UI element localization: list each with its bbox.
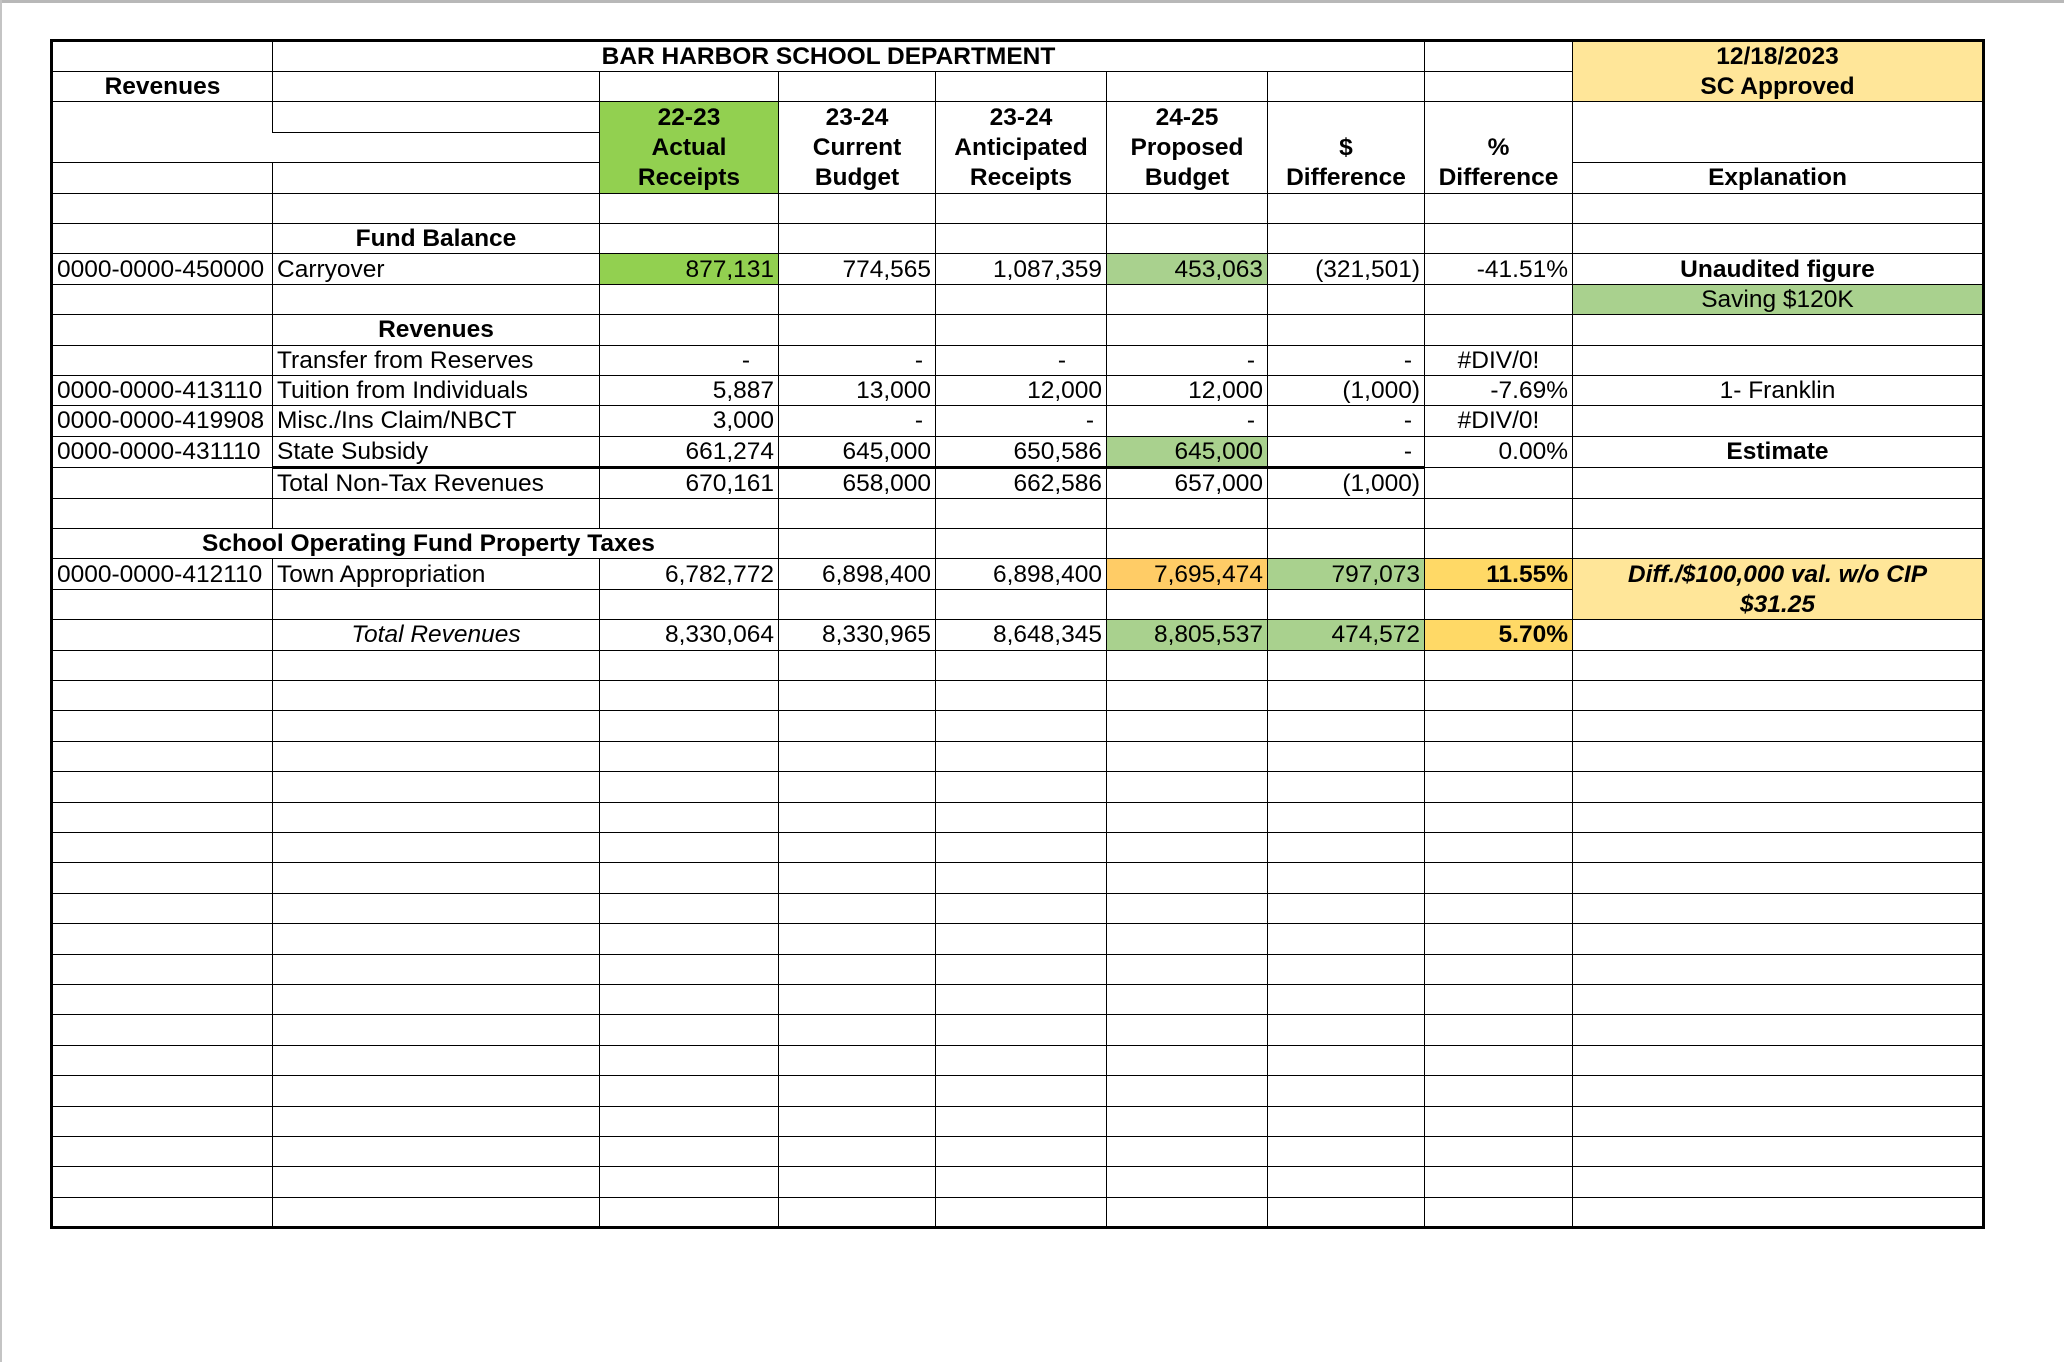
table-row xyxy=(52,559,1984,589)
col-header-proposed-line2: Proposed xyxy=(1107,132,1268,162)
col-header-anticipated-line2: Anticipated xyxy=(936,132,1107,162)
revenues-heading: Revenues xyxy=(273,315,600,345)
empty-row xyxy=(52,1197,1984,1227)
anticipated-receipts-cell: - xyxy=(936,345,1107,375)
fund-balance-heading: Fund Balance xyxy=(273,223,600,253)
empty-row xyxy=(52,681,1984,711)
explanation-cell: Unaudited figure xyxy=(1573,254,1984,284)
empty-row xyxy=(52,1136,1984,1166)
current-budget-cell: 6,898,400 xyxy=(779,559,936,589)
empty-row xyxy=(52,984,1984,1014)
dollar-difference-cell: - xyxy=(1268,436,1425,467)
line-item-name: Town Appropriation xyxy=(273,559,600,589)
table-row xyxy=(52,254,1984,284)
explanation-cell: Diff./$100,000 val. w/o CIP xyxy=(1573,559,1984,589)
col-header-dollar-difference: Difference xyxy=(1268,163,1425,193)
proposed-budget-cell: 7,695,474 xyxy=(1107,559,1268,589)
percent-difference-cell: 5.70% xyxy=(1425,620,1573,650)
proposed-budget-cell: 657,000 xyxy=(1107,467,1268,498)
table-row xyxy=(52,436,1984,467)
proposed-budget-cell: 453,063 xyxy=(1107,254,1268,284)
table-row xyxy=(52,375,1984,405)
line-item-name: Tuition from Individuals xyxy=(273,375,600,405)
percent-difference-cell: -41.51% xyxy=(1425,254,1573,284)
empty-row xyxy=(52,772,1984,802)
dollar-difference-cell: - xyxy=(1268,345,1425,375)
table-row xyxy=(52,467,1984,498)
proposed-budget-cell: 8,805,537 xyxy=(1107,620,1268,650)
col-header-actual-line2: Actual xyxy=(600,132,779,162)
col-header-proposed-year: 24-25 xyxy=(1107,102,1268,132)
anticipated-receipts-cell: 6,898,400 xyxy=(936,559,1107,589)
percent-difference-cell: 11.55% xyxy=(1425,559,1573,589)
anticipated-receipts-cell: 1,087,359 xyxy=(936,254,1107,284)
empty-row xyxy=(52,1167,1984,1197)
empty-row xyxy=(52,650,1984,680)
dollar-difference-cell: (1,000) xyxy=(1268,467,1425,498)
proposed-budget-cell: 645,000 xyxy=(1107,436,1268,467)
col-header-explanation: Explanation xyxy=(1573,163,1984,193)
page-edge xyxy=(0,0,2,1362)
empty-row xyxy=(52,893,1984,923)
col-header-actual-line3: Receipts xyxy=(600,163,779,193)
total-non-tax-label: Total Non-Tax Revenues xyxy=(273,467,600,498)
col-header-dollar-symbol: $ xyxy=(1268,132,1425,162)
explanation-cell: 1- Franklin xyxy=(1573,375,1984,405)
anticipated-receipts-cell: - xyxy=(936,406,1107,436)
col-header-current-line3: Budget xyxy=(779,163,936,193)
dollar-difference-cell: - xyxy=(1268,406,1425,436)
actual-receipts-cell: 661,274 xyxy=(600,436,779,467)
empty-row xyxy=(52,832,1984,862)
actual-receipts-cell: 3,000 xyxy=(600,406,779,436)
approval-status: SC Approved xyxy=(1573,72,1984,102)
property-taxes-heading: School Operating Fund Property Taxes xyxy=(52,529,779,559)
line-item-name: Carryover xyxy=(273,254,600,284)
empty-row xyxy=(52,711,1984,741)
current-budget-cell: 8,330,965 xyxy=(779,620,936,650)
dollar-difference-cell: (1,000) xyxy=(1268,375,1425,405)
empty-row xyxy=(52,1045,1984,1075)
account-number: 0000-0000-412110 xyxy=(52,559,273,589)
proposed-budget-cell: 12,000 xyxy=(1107,375,1268,405)
col-header-actual-year: 22-23 xyxy=(600,102,779,132)
explanation-cell: Estimate xyxy=(1573,436,1984,467)
empty-row xyxy=(52,741,1984,771)
explanation-cell xyxy=(1573,345,1984,375)
title-row xyxy=(52,41,1984,72)
page-edge xyxy=(0,0,2064,3)
account-number: 0000-0000-419908 xyxy=(52,406,273,436)
current-budget-cell: 774,565 xyxy=(779,254,936,284)
anticipated-receipts-cell: 8,648,345 xyxy=(936,620,1107,650)
actual-receipts-cell: - xyxy=(600,345,779,375)
empty-row xyxy=(52,1106,1984,1136)
actual-receipts-cell: 877,131 xyxy=(600,254,779,284)
col-header-percent-symbol: % xyxy=(1425,132,1573,162)
actual-receipts-cell: 670,161 xyxy=(600,467,779,498)
actual-receipts-cell: 5,887 xyxy=(600,375,779,405)
col-header-current-year: 23-24 xyxy=(779,102,936,132)
sheet-title: BAR HARBOR SCHOOL DEPARTMENT xyxy=(273,41,1425,72)
savings-note: Saving $120K xyxy=(1573,284,1984,314)
line-item-name: Misc./Ins Claim/NBCT xyxy=(273,406,600,436)
account-number: 0000-0000-431110 xyxy=(52,436,273,467)
actual-receipts-cell: 8,330,064 xyxy=(600,620,779,650)
proposed-budget-cell: - xyxy=(1107,345,1268,375)
col-header-percent-difference: Difference xyxy=(1425,163,1573,193)
dollar-difference-cell: 474,572 xyxy=(1268,620,1425,650)
line-item-name: Transfer from Reserves xyxy=(273,345,600,375)
section-label: Revenues xyxy=(52,72,273,102)
percent-difference-cell: #DIV/0! xyxy=(1425,406,1573,436)
tax-rate-impact: $31.25 xyxy=(1573,589,1984,619)
approval-date: 12/18/2023 xyxy=(1573,41,1984,72)
percent-difference-cell: -7.69% xyxy=(1425,375,1573,405)
anticipated-receipts-cell: 650,586 xyxy=(936,436,1107,467)
dollar-difference-cell: (321,501) xyxy=(1268,254,1425,284)
explanation-cell xyxy=(1573,406,1984,436)
proposed-budget-cell: - xyxy=(1107,406,1268,436)
empty-grid-rows xyxy=(52,650,1984,1227)
anticipated-receipts-cell: 662,586 xyxy=(936,467,1107,498)
actual-receipts-cell: 6,782,772 xyxy=(600,559,779,589)
empty-row xyxy=(52,924,1984,954)
revenue-spreadsheet xyxy=(50,39,1985,1229)
col-header-current-line2: Current xyxy=(779,132,936,162)
empty-row xyxy=(52,1076,1984,1106)
empty-row xyxy=(52,954,1984,984)
empty-row xyxy=(52,1015,1984,1045)
anticipated-receipts-cell: 12,000 xyxy=(936,375,1107,405)
account-number: 0000-0000-450000 xyxy=(52,254,273,284)
empty-row xyxy=(52,863,1984,893)
table-row xyxy=(52,345,1984,375)
percent-difference-cell: 0.00% xyxy=(1425,436,1573,467)
percent-difference-cell: #DIV/0! xyxy=(1425,345,1573,375)
col-header-proposed-line3: Budget xyxy=(1107,163,1268,193)
current-budget-cell: - xyxy=(779,345,936,375)
current-budget-cell: 658,000 xyxy=(779,467,936,498)
table-row xyxy=(52,406,1984,436)
dollar-difference-cell: 797,073 xyxy=(1268,559,1425,589)
line-item-name: State Subsidy xyxy=(273,436,600,467)
account-number xyxy=(52,345,273,375)
table-row xyxy=(52,620,1984,650)
account-number: 0000-0000-413110 xyxy=(52,375,273,405)
total-revenues-label: Total Revenues xyxy=(273,620,600,650)
current-budget-cell: 645,000 xyxy=(779,436,936,467)
empty-row xyxy=(52,802,1984,832)
current-budget-cell: 13,000 xyxy=(779,375,936,405)
current-budget-cell: - xyxy=(779,406,936,436)
col-header-anticipated-line3: Receipts xyxy=(936,163,1107,193)
col-header-anticipated-year: 23-24 xyxy=(936,102,1107,132)
